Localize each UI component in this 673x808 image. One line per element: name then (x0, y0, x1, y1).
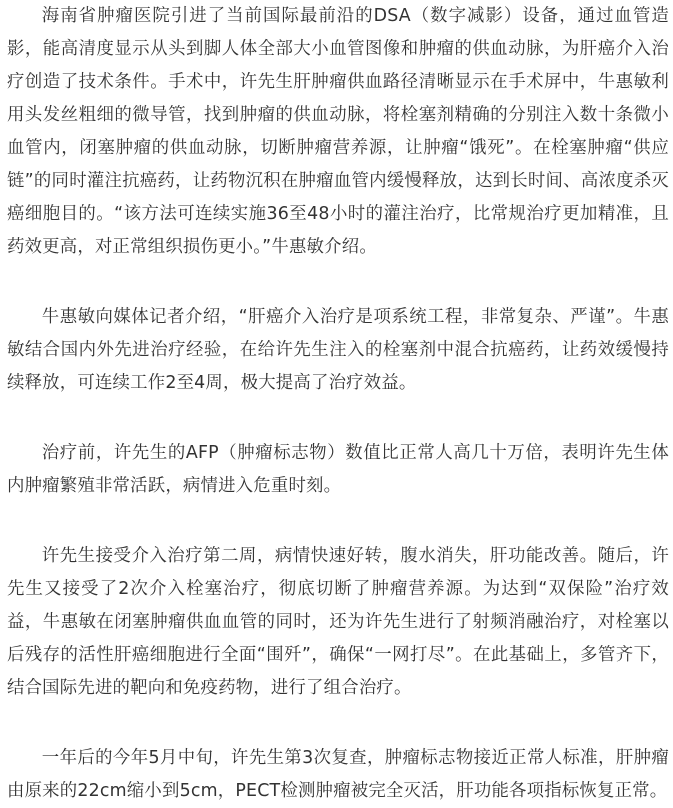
article-body (7, 0, 669, 808)
paragraph-treatment-progress: 许先生接受介入治疗第二周，病情快速好转，腹水消失，肝功能改善。随后，许先生又接受了2次介入栓塞治疗，彻底切断了肿瘤营养源。为达到“双保险”治疗效益，牛惠敏在闭塞肿瘤供血血管的同时，还为许先生进行了射频消融治疗，对栓塞以后残存的活性肝癌细胞进行全面“围歼”，确保“一网打尽”。在此基础上，多管齐下，结合国际先进的靶向和免疫药物，进行了组合治疗。 (7, 546, 669, 698)
paragraph-afp: 治疗前，许先生的AFP（肿瘤标志物）数值比正常人高几十万倍，表明许先生体内肿瘤繁殖非常活跃，病情进入危重时刻。 (7, 443, 669, 496)
paragraph-interview: 牛惠敏向媒体记者介绍，“肝癌介入治疗是项系统工程，非常复杂、严谨”。牛惠敏结合国内外先进治疗经验，在给许先生注入的栓塞剂中混合抗癌药，让药效缓慢持续释放，可连续工作2至4周，极大提高了治疗效益。 (7, 307, 669, 393)
paragraph-dsa-equipment: 海南省肿瘤医院引进了当前国际最前沿的DSA（数字减影）设备，通过血管造影，能高清度显示从头到脚人体全部大小血管图像和肿瘤的供血动脉，为肝癌介入治疗创造了技术条件。手术中，许先生肝肿瘤供血路径清晰显示在手术屏中，牛惠敏利用头发丝粗细的微导管，找到肿瘤的供血动脉，将栓塞剂精确的分别注入数十条微小血管内，闭塞肿瘤的供血动脉，切断肿瘤营养源，让肿瘤“饿死”。在栓塞肿瘤“供应链”的同时灌注抗癌药，让药物沉积在肿瘤血管内缓慢释放，达到长时间、高浓度杀灭癌细胞目的。“该方法可连续实施36至48小时的灌注治疗，比常规治疗更加精准，且药效更高，对正常组织损伤更小。”牛惠敏介绍。 (7, 6, 669, 257)
paragraph-followup: 一年后的今年5月中旬，许先生第3次复查，肿瘤标志物接近正常人标准，肝肿瘤由原来的22cm缩小到5cm，PECT检测肿瘤被完全灭活，肝功能各项指标恢复正常。 (7, 748, 669, 801)
